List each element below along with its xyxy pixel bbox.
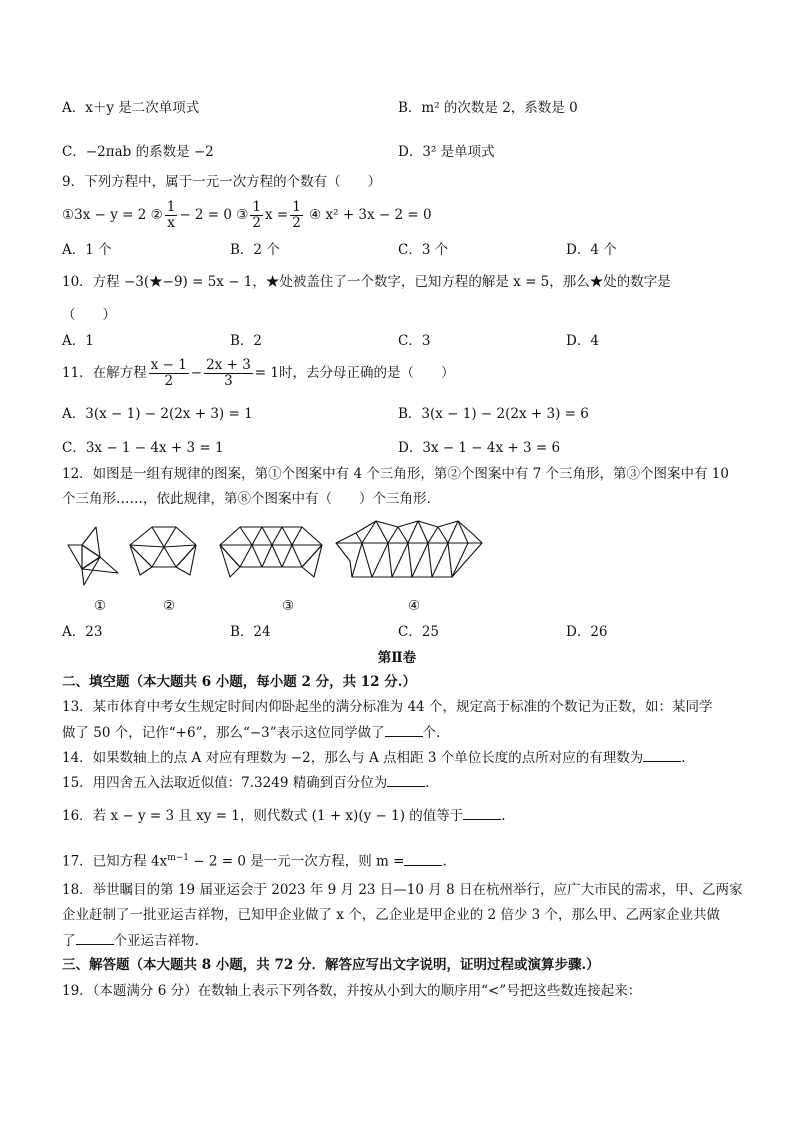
section-2-title: 二、填空题（本大题共 6 小题，每小题 2 分，共 12 分.） [62,674,416,690]
q11-fraction-1 [149,358,189,389]
pattern-label-2: ② [162,598,176,614]
q16-suffix: . [501,808,506,824]
q9-option-a: A．1 个 [62,242,112,258]
q16 [62,805,732,826]
pattern-1 [68,527,118,585]
q18-line-1: 18．举世瞩目的第 19 届亚运会于 2023 年 9 月 23 日—10 月 8 日在杭州举行，应广大市民的需求，甲、乙两家 [62,882,743,898]
q11-option-b: B．3(x − 1) − 2(2x + 3) = 6 [398,406,589,422]
q9-option-c: C．3 个 [398,242,449,258]
pattern-3 [220,527,322,577]
q9-eq3-den1: 2 [252,215,261,231]
q14 [62,747,732,768]
q18-line-3-suffix: 个亚运吉祥物. [113,933,199,949]
q12-option-a: A．23 [62,624,103,640]
q13-answer-blank [385,722,423,737]
q18-line-3-prefix: 了 [62,933,76,949]
q11-option-a: A．3(x − 1) − 2(2x + 3) = 1 [62,406,253,422]
part-2-title: 第Ⅱ卷 [377,650,417,666]
q18-line-2: 企业赶制了一批亚运吉祥物，已知甲企业做了 x 个，乙企业是甲企业的 2 倍少 3 个，那么甲、乙两家企业共做 [62,907,721,923]
q9-eq3-mid: x = [265,207,289,223]
q16-answer-blank [463,805,501,820]
q13-line-2 [62,722,732,743]
q9-stem: 9．下列方程中，属于一元一次方程的个数有（ ） [62,174,382,190]
q14-prefix: 14．如果数轴上的点 A 对应有理数为 −2，那么与 A 点相距 3 个单位长度的点所对应的有理数为 [62,750,644,766]
q9-eq3-num2: 1 [292,199,301,215]
q9-eq2-den: x [167,215,175,231]
q9-eq3-num1: 1 [252,199,261,215]
q9-eq3-fraction-2 [290,200,303,231]
q15-answer-blank [387,772,425,787]
q12-line-2: 个三角形……，依此规律，第⑧个图案中有（ ）个三角形． [62,491,440,507]
q11-stem [62,356,732,392]
q11-f1-den: 2 [164,373,174,389]
q8-option-c: C．−2πab 的系数是 −2 [62,144,214,160]
q17-mid: − 2 = 0 是一元一次方程，则 m = [189,853,405,870]
q10-stem-parens: （ ） [62,307,116,323]
q17-suffix: . [442,853,447,870]
q18-line-3 [62,930,732,951]
pattern-label-3: ③ [281,598,295,614]
q17-exponent: m−1 [167,853,189,863]
q9-eq3-prefix: ③ [236,207,249,223]
q12-line-1: 12．如图是一组有规律的图案，第①个图案中有 4 个三角形，第②个图案中有 7 个三角形，第③个图案中有 10 [62,466,729,482]
pattern-label-4: ④ [407,598,421,614]
q9-equations [62,198,732,234]
q17-prefix: 17．已知方程 4x [62,853,168,870]
q9-option-b: B．2 个 [230,242,280,258]
q10-option-d: D．4 [566,333,599,349]
q12-triangle-patterns [0,515,794,595]
q9-eq3-den2: 2 [292,215,301,231]
q9-eq3-fraction-1 [250,200,263,231]
q8-option-d: D．3² 是单项式 [398,144,495,160]
q11-fraction-2 [204,358,253,389]
q11-f1-num: x − 1 [150,357,187,373]
q17-answer-blank [404,851,442,866]
q13-line-2-suffix: 个. [422,725,441,741]
q9-eq2-fraction [165,200,178,231]
q9-eq2-num: 1 [166,199,176,215]
q11-f2-num: 2x + 3 [206,357,251,373]
q13-line-1: 13．某市体育中考女生规定时间内仰卧起坐的满分标准为 44 个，规定高于标准的个数记为正数，如：某同学 [62,699,713,715]
q8-option-a: A．x＋y 是二次单项式 [62,100,200,116]
q11-option-c: C．3x − 1 − 4x + 3 = 1 [62,440,224,456]
q18-answer-blank [76,930,114,945]
pattern-2 [130,527,196,575]
q16-prefix: 16．若 x − y = 3 且 xy = 1，则代数式 (1 + x)(y − 1) 的值等于 [62,808,464,824]
q10-stem: 10．方程 −3(★−9) = 5x − 1，★处被盖住了一个数字，已知方程的解是 x = 5，那么★处的数字是 [62,274,671,290]
section-3-title: 三、解答题（本大题共 8 小题，共 72 分．解答应写出文字说明，证明过程或演算步骤.） [62,957,600,973]
q11-minus: − [190,365,203,381]
q11-option-d: D．3x − 1 − 4x + 3 = 6 [398,440,561,456]
q10-option-c: C．3 [398,333,431,349]
q11-f2-den: 3 [224,373,233,389]
q8-option-b: B．m² 的次数是 2，系数是 0 [398,100,578,116]
pattern-label-1: ① [93,598,107,614]
q13-line-2-prefix: 做了 50 个，记作“+6”，那么“−3”表示这位同学做了 [62,725,385,741]
q14-suffix: . [681,750,686,766]
q9-eq1: ①3x − y = 2 [62,207,147,223]
q15-suffix: . [425,775,430,791]
q11-stem-suffix: = 1时，去分母正确的是（ ） [254,365,455,381]
q10-option-b: B．2 [230,333,263,349]
q10-option-a: A．1 [62,333,94,349]
q9-option-d: D．4 个 [566,242,617,258]
q14-answer-blank [643,747,681,762]
q12-option-b: B．24 [230,624,271,640]
q19-stem: 19．（本题满分 6 分）在数轴上表示下列各数，并按从小到大的顺序用“<”号把这些数连接起来： [62,983,642,999]
q15 [62,772,732,793]
q9-eq2-suffix: − 2 = 0 [179,207,232,223]
q17 [62,848,732,872]
q15-prefix: 15．用四舍五入法取近似值：7.3249 精确到百分位为 [62,775,388,791]
q12-option-d: D．26 [566,624,608,640]
q9-eq2-prefix: ② [150,207,163,223]
q12-option-c: C．25 [398,624,440,640]
pattern-4 [336,521,482,577]
q11-stem-prefix: 11．在解方程 [62,365,147,381]
q9-eq4: ④ x² + 3x − 2 = 0 [309,207,432,223]
